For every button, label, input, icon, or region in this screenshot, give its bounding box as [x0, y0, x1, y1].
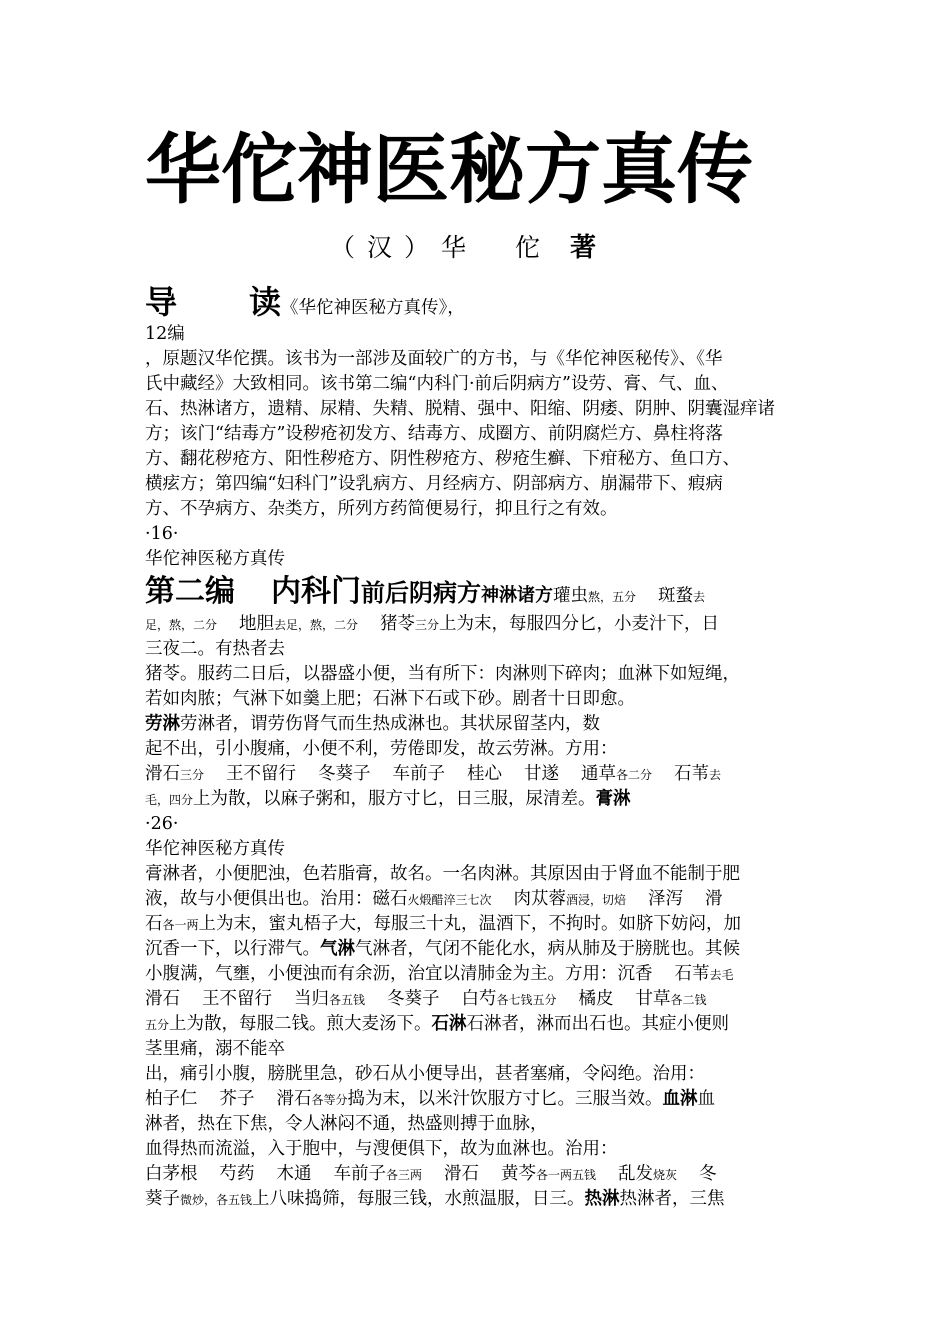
page-marker: ·26·: [145, 814, 179, 834]
text-line: 毛，四分上为散，以麻子粥和，服方寸匕，日三服，尿清差。膏淋: [145, 789, 631, 809]
guide-heading-a: 导: [145, 283, 178, 321]
guide-line: 石、热淋诸方，遗精、尿精、失精、脱精、强中、阳缩、阴痿、阴肿、阴囊湿痒诸: [145, 399, 775, 419]
text-line: 石各一两上为末，蜜丸梧子大，每服三十丸，温酒下，不拘时。如脐下妨闷，加: [145, 914, 742, 934]
author-name: （汉）华 佗: [330, 233, 553, 262]
guide-edition: 12编: [145, 324, 185, 344]
guide-line: 横痃方；第四编“妇科门”设乳病方、月经病方、阴部病方、崩漏带下、瘕病: [145, 474, 723, 494]
text-line: 猪苓。服药二日后，以器盛小便，当有所下：肉淋则下碎肉；血淋下如短绳，: [145, 664, 740, 684]
text-line: 沉香一下，以行滞气。气淋气淋者，气闭不能化水，病从肺及于膀胱也。其候: [145, 939, 740, 959]
heading-lao-lin: 劳淋: [145, 714, 180, 734]
heading-qi-lin: 气淋: [320, 939, 355, 959]
body-text: [145, 282, 810, 1212]
running-header: 华佗神医秘方真传: [145, 839, 285, 859]
guide-line: 方；该门“结毒方”设秽疮初发方、结毒方、成圈方、前阴腐烂方、鼻柱将落: [145, 424, 723, 444]
guide-heading-b: 读: [249, 283, 282, 321]
section-heading: 第二编 内科门前后阴病方神淋诸方瓘虫熬，五分 斑蝥去: [145, 574, 706, 609]
guide-line: 方、翻花秽疮方、阳性秽疮方、阴性秽疮方、秽疮生癣、下疳秘方、鱼口方、: [145, 449, 740, 469]
page-marker: ·16·: [145, 524, 179, 544]
guide-line: 方、不孕病方、杂类方，所列方药简便易行，抑且行之有效。: [145, 499, 618, 519]
author-role: 著: [569, 233, 596, 263]
text-line: 起不出，引小腹痛，小便不利，劳倦即发，故云劳淋。方用：: [145, 739, 618, 759]
text-line: 白茅根 芍药 木通 车前子各三两 滑石 黄芩各一两五钱 乱发烧灰 冬: [145, 1164, 717, 1184]
running-header: 华佗神医秘方真传: [145, 549, 285, 569]
text-line: 出，痛引小腹，膀胱里急，砂石从小便导出，甚者塞痛，令闷绝。治用：: [145, 1064, 705, 1084]
text-line: 葵子微炒，各五钱上八味捣筛，每服三钱，水煎温服，日三。热淋热淋者，三焦: [145, 1189, 725, 1209]
section-dept: 内科门: [271, 574, 361, 609]
text-line: 劳淋劳淋者，谓劳伤肾气而生热成淋也。其状尿留茎内，数: [145, 714, 600, 734]
text-line: 滑石三分 王不留行 冬葵子 车前子 桂心 甘遂 通草各二分 石苇去: [145, 764, 722, 784]
book-title: 华佗神医秘方真传: [145, 125, 753, 214]
text-line: 膏淋者，小便肥浊，色若脂膏，故名。一名肉淋。其原因由于肾血不能制于肥: [145, 864, 740, 884]
text-line: 柏子仁 芥子 滑石各等分捣为末，以米汁饮服方寸匕。三服当效。血淋血: [145, 1089, 716, 1109]
text-line: 五分上为散，每服二钱。煎大麦汤下。石淋石淋者，淋而出石也。其症小便则: [145, 1014, 730, 1034]
heading-shi-lin: 石淋: [431, 1014, 467, 1034]
guide-line: 氏中藏经》大致相同。该书第二编“内科门·前后阴病方”设劳、膏、气、血、: [145, 374, 729, 394]
text-line: 若如肉脓；气淋下如羹上肥；石淋下石或下砂。剧者十日即愈。: [145, 689, 635, 709]
section-part: 第二编: [145, 574, 235, 609]
section-sub2: 神淋诸方: [481, 585, 553, 606]
heading-gao-lin: 膏淋: [595, 789, 631, 809]
text-line: 淋者，热在下焦，令人淋闷不通，热盛则搏于血脉，: [145, 1114, 548, 1134]
text-line: 三夜二。有热者去: [145, 639, 285, 659]
text-line: 液，故与小便俱出也。治用：磁石火煅醋淬三七次 肉苁蓉酒浸，切焙 泽泻 滑: [145, 889, 723, 909]
guide-heading: [145, 282, 810, 322]
text-line: 滑石 王不留行 当归各五钱 冬葵子 白芍各七钱五分 橘皮 甘草各二钱: [145, 989, 707, 1009]
section-sub: 前后阴病方: [361, 579, 481, 607]
author-line: [330, 230, 596, 266]
heading-xue-lin: 血淋: [662, 1089, 698, 1109]
text-line: 茎里痛，溺不能卒: [145, 1039, 285, 1059]
text-line: 足，熬，二分 地胆去足，熬，二分 猪苓三分上为末，每服四分匕，小麦汁下，日: [145, 614, 720, 634]
guide-line: ，原题汉华佗撰。该书为一部涉及面较广的方书，与《华佗神医秘传》、《华: [145, 349, 723, 369]
guide-lead: 《华佗神医秘方真传》，: [281, 298, 465, 318]
text-line: 血得热而流溢，入于胞中，与溲便俱下，故为血淋也。治用：: [145, 1139, 618, 1159]
text-line: 小腹满，气壅，小便浊而有余沥，治宜以清肺金为主。方用：沉香 石苇去毛: [145, 964, 734, 984]
heading-re-lin: 热淋: [584, 1189, 620, 1209]
